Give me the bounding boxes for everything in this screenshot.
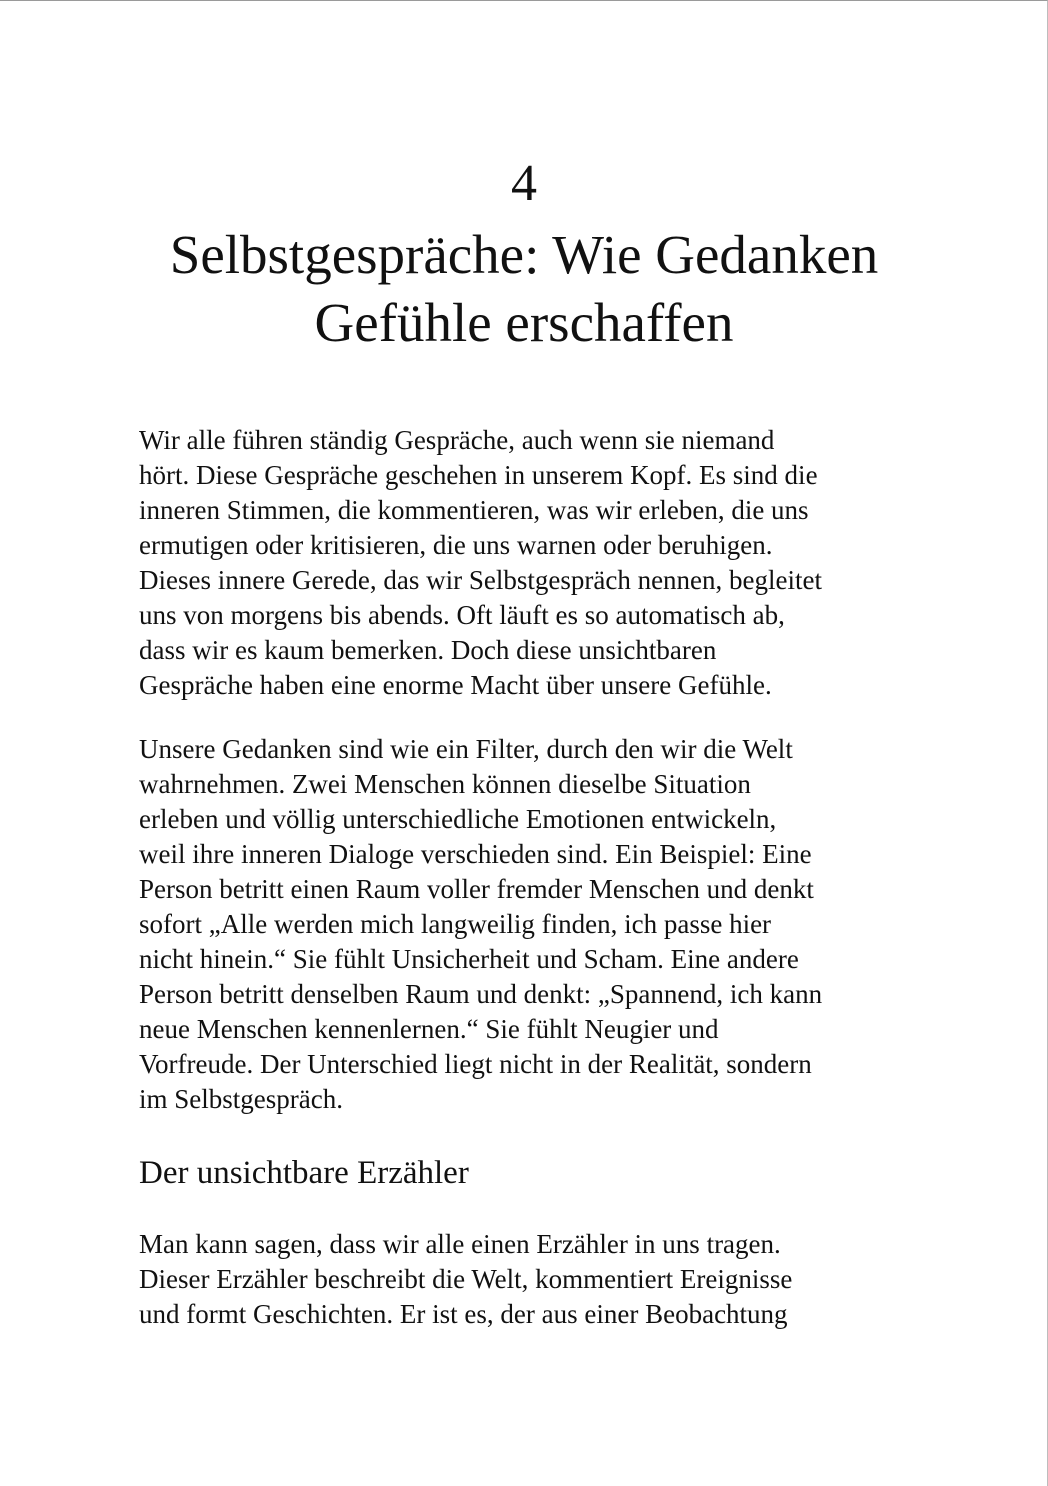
chapter-number: 4 bbox=[511, 155, 537, 212]
text-line: ermutigen oder kritisieren, die uns warnen oder beruhigen. bbox=[139, 530, 773, 560]
paragraph bbox=[139, 1227, 919, 1332]
text-line: im Selbstgespräch. bbox=[139, 1084, 343, 1114]
text-line: hört. Diese Gespräche geschehen in unserem Kopf. Es sind die bbox=[139, 460, 818, 490]
text-line: Person betritt einen Raum voller fremder Menschen und denkt bbox=[139, 874, 814, 904]
chapter-title-line: Selbstgespräche: Wie Gedanken bbox=[169, 224, 879, 285]
section-heading: Der unsichtbare Erzähler bbox=[139, 1155, 469, 1191]
text-line: Dieses innere Gerede, das wir Selbstgespräch nennen, begleitet bbox=[139, 565, 823, 595]
text-line: uns von morgens bis abends. Oft läuft es so automatisch ab, bbox=[139, 600, 785, 630]
text-line: erleben und völlig unterschiedliche Emotionen entwickeln, bbox=[139, 804, 777, 834]
paragraph bbox=[139, 423, 919, 703]
text-line: Gespräche haben eine enorme Macht über unsere Gefühle. bbox=[139, 670, 772, 700]
text-line: wahrnehmen. Zwei Menschen können dieselbe Situation bbox=[139, 769, 751, 799]
text-line: und formt Geschichten. Er ist es, der aus einer Beobachtung bbox=[139, 1299, 788, 1329]
text-line: Man kann sagen, dass wir alle einen Erzähler in uns tragen. bbox=[139, 1229, 781, 1259]
text-line: Dieser Erzähler beschreibt die Welt, kommentiert Ereignisse bbox=[139, 1264, 793, 1294]
chapter-title bbox=[100, 221, 948, 357]
text-line: Vorfreude. Der Unterschied liegt nicht in der Realität, sondern bbox=[139, 1049, 812, 1079]
text-line: nicht hinein.“ Sie fühlt Unsicherheit und Scham. Eine andere bbox=[139, 944, 799, 974]
text-line: sofort „Alle werden mich langweilig finden, ich passe hier bbox=[139, 909, 772, 939]
paragraph bbox=[139, 732, 919, 1117]
text-line: neue Menschen kennenlernen.“ Sie fühlt Neugier und bbox=[139, 1014, 719, 1044]
text-line: Unsere Gedanken sind wie ein Filter, durch den wir die Welt bbox=[139, 734, 793, 764]
text-line: dass wir es kaum bemerken. Doch diese unsichtbaren bbox=[139, 635, 717, 665]
text-line: inneren Stimmen, die kommentieren, was wir erleben, die uns bbox=[139, 495, 809, 525]
text-line: weil ihre inneren Dialoge verschieden sind. Ein Beispiel: Eine bbox=[139, 839, 812, 869]
chapter-title-line: Gefühle erschaffen bbox=[314, 292, 734, 353]
text-line: Person betritt denselben Raum und denkt: „Spannend, ich kann bbox=[139, 979, 823, 1009]
text-line: Wir alle führen ständig Gespräche, auch wenn sie niemand bbox=[139, 425, 775, 455]
